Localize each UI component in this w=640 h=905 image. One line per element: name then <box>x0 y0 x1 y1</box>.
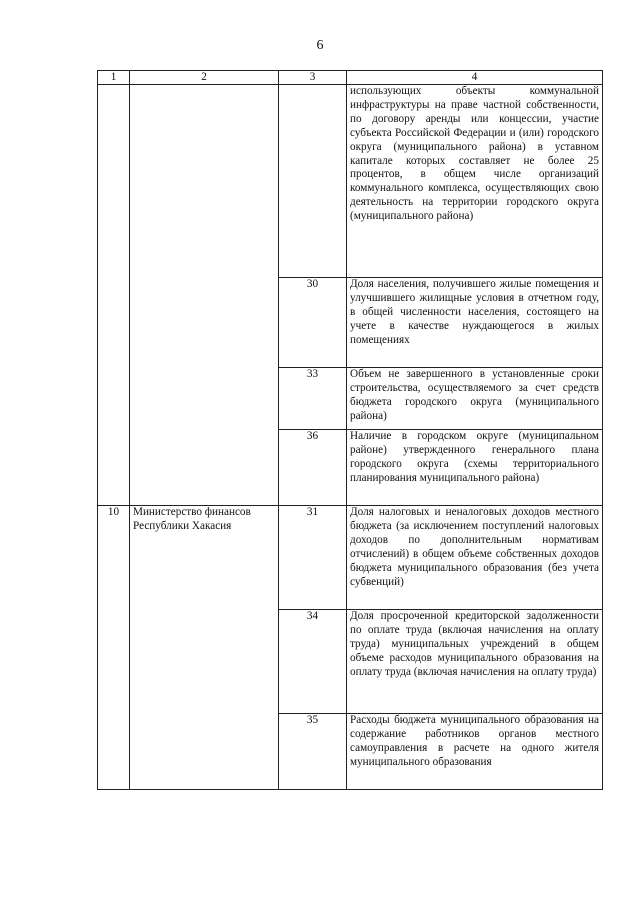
indicator-text: Доля налоговых и неналоговых доходов местного бюджета (за исключением поступлений налоговых доходов по дополнительным нормативам отчислений) в общем объеме собственных доходов бюджета муниципального образования (без учета субвенций) <box>347 506 603 610</box>
page-number: 6 <box>316 38 324 53</box>
header-col-2: 2 <box>130 71 279 85</box>
header-col-1: 1 <box>98 71 130 85</box>
indicator-code: 34 <box>279 610 347 714</box>
row-number <box>98 85 130 506</box>
indicators-table <box>97 70 603 790</box>
indicator-code: 31 <box>279 506 347 610</box>
indicator-code: 36 <box>279 430 347 506</box>
indicator-text: использующих объекты коммунальной инфраструктуры на праве частной собственности, по договору аренды или концессии, участие субъекта Российской Федерации и (или) городского округа (муниципального района) в уставном капитале которых составляет не более 25 процентов, в общем числе организаций коммунального комплекса, осуществляющих свою деятельность на территории городского округа (муниципального района) <box>347 85 603 278</box>
indicator-text: Объем не завершенного в установленные сроки строительства, осуществляемого за счет средств бюджета городского округа (муниципального района) <box>347 368 603 430</box>
table-row <box>98 85 603 278</box>
indicator-text: Доля населения, получившего жилые помещения и улучшившего жилищные условия в отчетном году, в общей численности населения, состоящего на учете в качестве нуждающегося в жилых помещениях <box>347 278 603 368</box>
indicator-code <box>279 85 347 278</box>
table-row <box>98 506 603 610</box>
table-header-row <box>98 71 603 85</box>
organization-cell: Министерство финансов Республики Хакасия <box>130 506 279 790</box>
indicator-code: 35 <box>279 714 347 790</box>
indicator-code: 33 <box>279 368 347 430</box>
indicator-code: 30 <box>279 278 347 368</box>
indicator-text: Наличие в городском округе (муниципальном районе) утвержденного генерального плана городского округа (схемы территориального планирования муниципального района) <box>347 430 603 506</box>
header-col-3: 3 <box>279 71 347 85</box>
header-col-4: 4 <box>347 71 603 85</box>
organization-cell <box>130 85 279 506</box>
indicator-text: Доля просроченной кредиторской задолженности по оплате труда (включая начисления на оплату труда) муниципальных учреждений в общем объеме расходов муниципального образования на оплату труда (включая начисления на оплату труда) <box>347 610 603 714</box>
row-number: 10 <box>98 506 130 790</box>
indicator-text: Расходы бюджета муниципального образования на содержание работников органов местного самоуправления в расчете на одного жителя муниципального образования <box>347 714 603 790</box>
